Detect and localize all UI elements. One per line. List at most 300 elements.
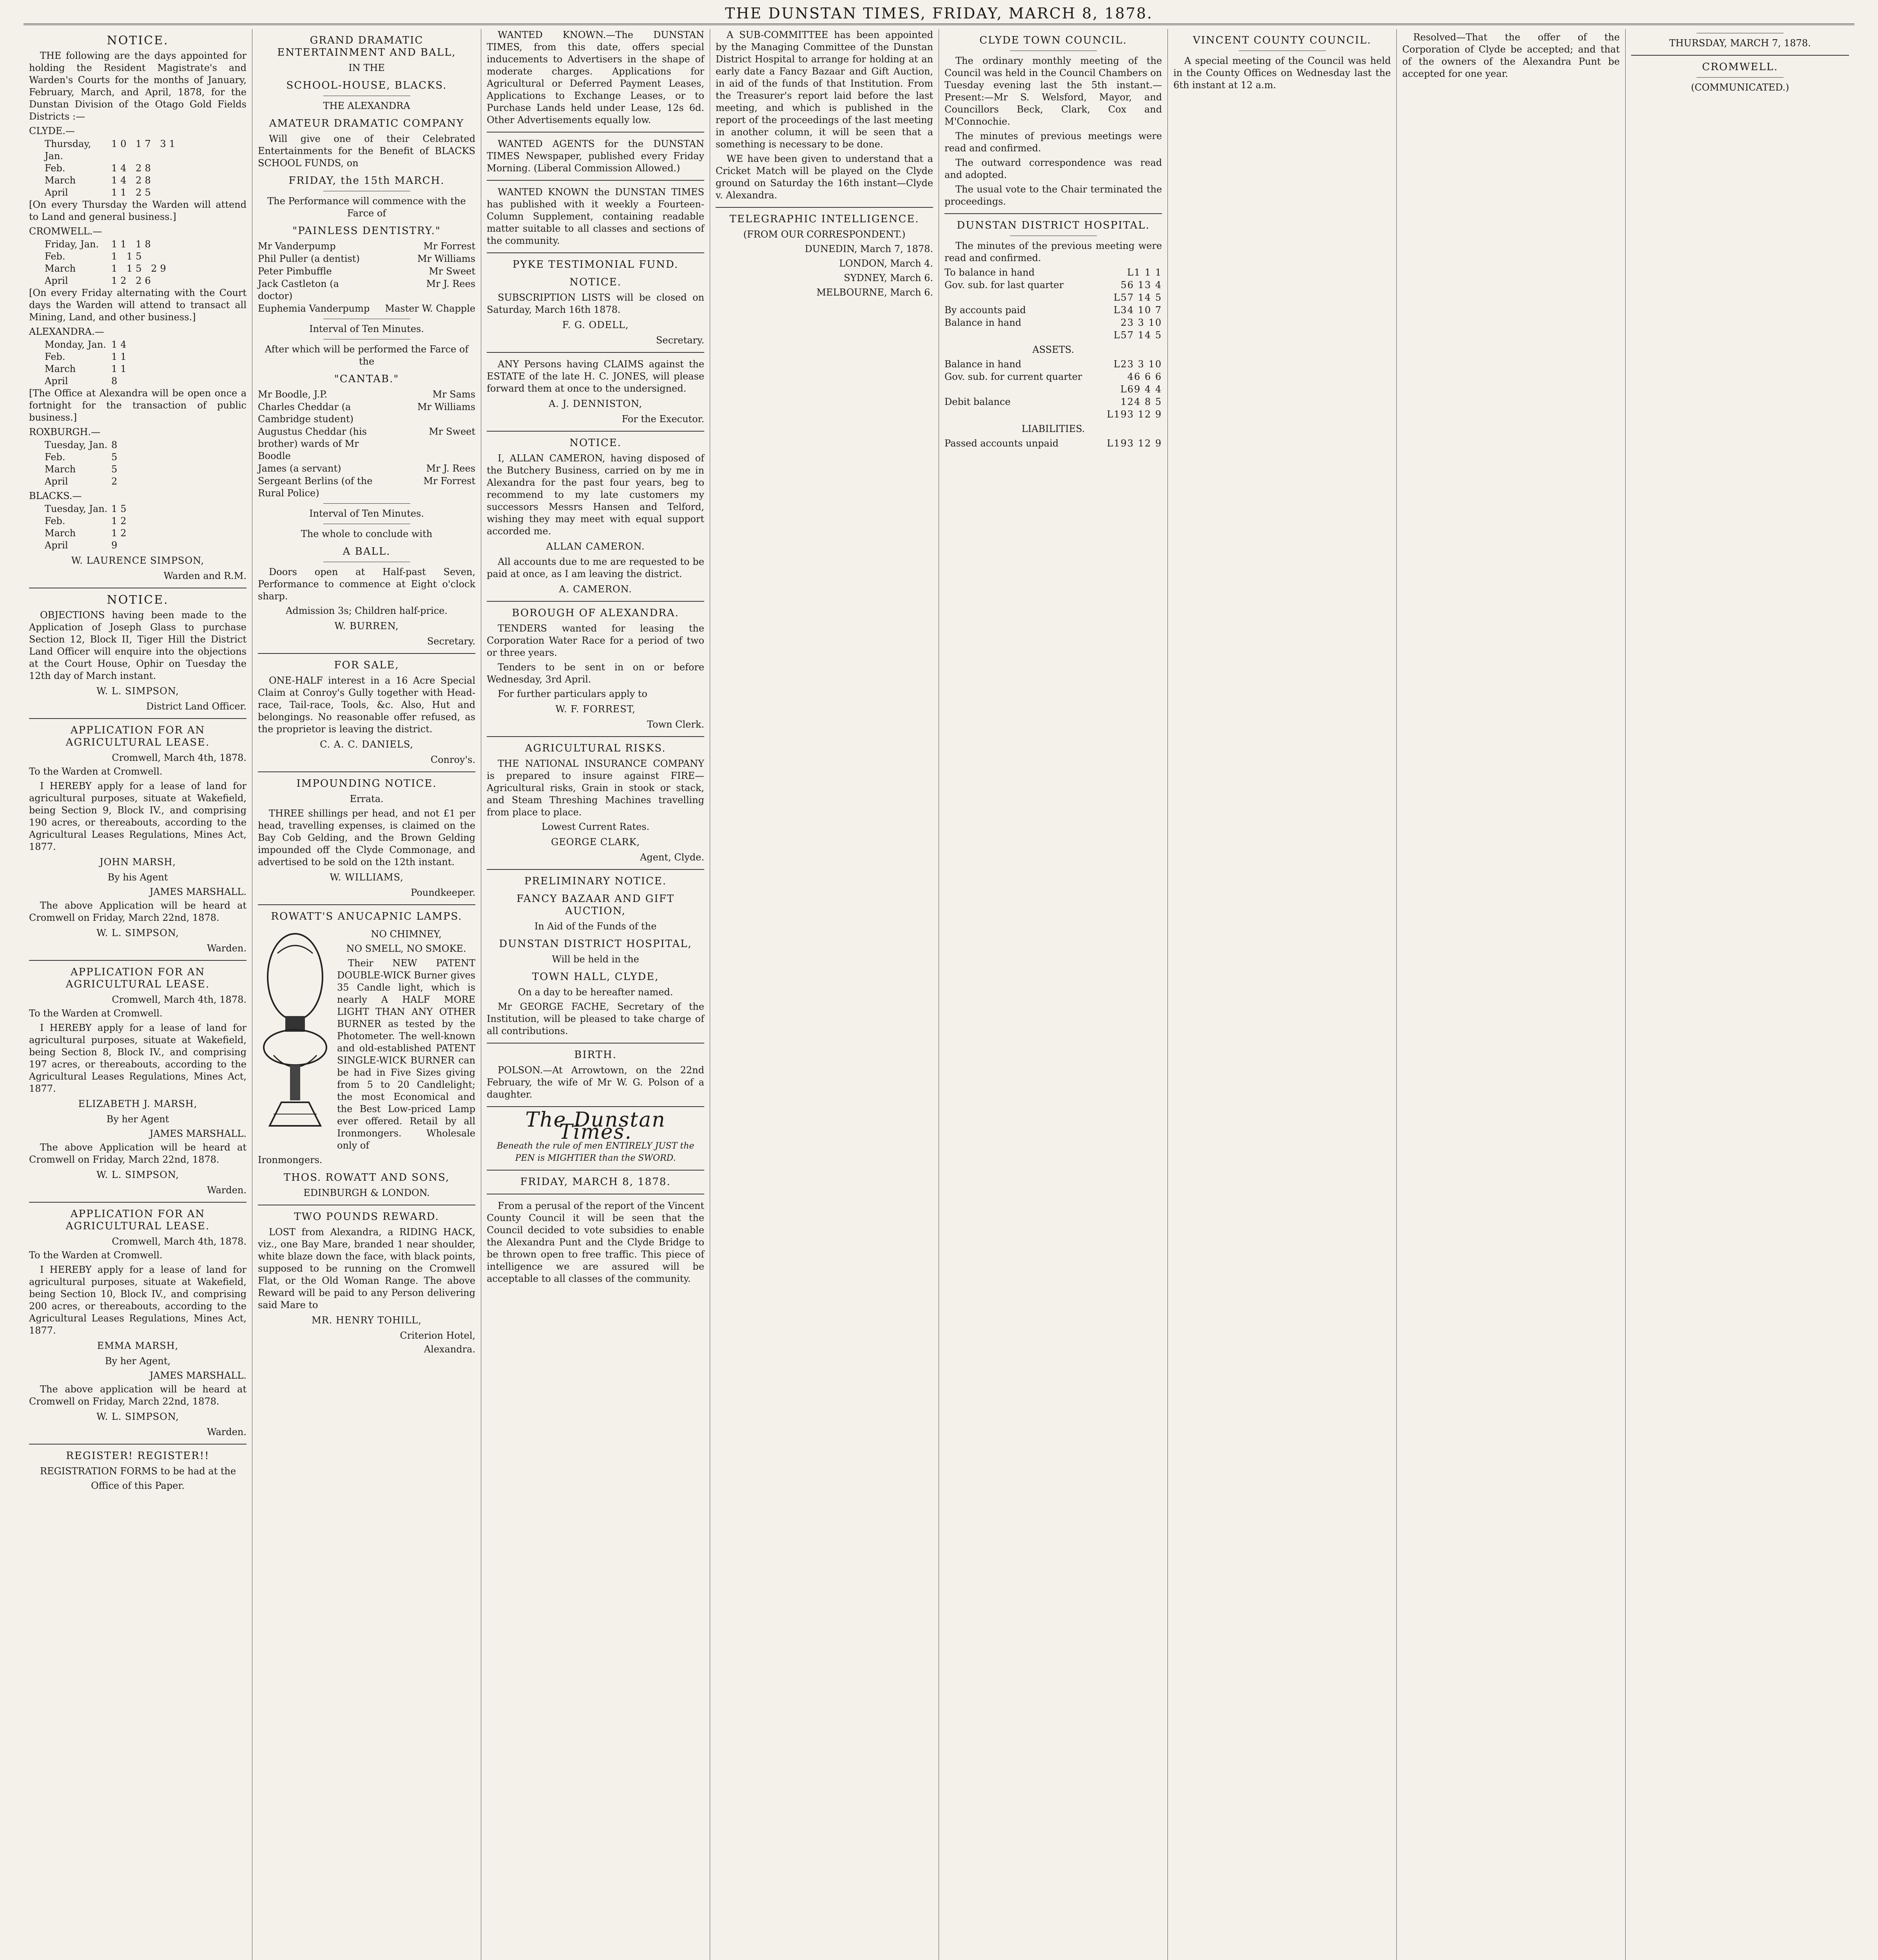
pyke-notice: NOTICE.: [569, 276, 622, 288]
rowatt-maker: THOS. ROWATT AND SONS,: [283, 1172, 450, 1183]
lease-agent-line: By her Agent,: [105, 1356, 171, 1367]
cameron-notice-body: I, ALLAN CAMERON, having disposed of the Butchery Business, carried on by me in Alexandra for the past four years, beg to recommend to my late customers my successors Messrs Hansen and Telford, wishing they may meet with equal support accorded me.: [487, 453, 704, 537]
court-month: April: [45, 476, 68, 487]
court-town-name: CLYDE.—: [29, 125, 75, 136]
cast-row-value: Mr Williams: [417, 401, 475, 412]
signature: C. A. C. DANIELS,: [320, 739, 413, 750]
hospital-paragraph: The minutes of the previous meeting were read and confirmed.: [944, 240, 1162, 263]
register-office: Office of this Paper.: [91, 1480, 185, 1491]
ledger-row-value: L57 14 5: [1113, 292, 1162, 303]
court-date-row: [45, 263, 247, 275]
divider: [487, 736, 704, 737]
signature: W. WILLIAMS,: [330, 872, 404, 883]
lease-agent-line: By her Agent: [106, 1114, 169, 1125]
signature: A. J. DENNISTON,: [548, 398, 643, 409]
pyke-fund-title: PYKE TESTIMONIAL FUND.: [512, 259, 679, 270]
cast-row-label: Peter Pimbuffle: [258, 266, 332, 277]
cameron-notice-title: NOTICE.: [569, 437, 622, 449]
column-6: [1168, 29, 1397, 1960]
divider: [29, 960, 247, 961]
cast-list-1: [258, 240, 475, 315]
cast-row: [258, 401, 475, 425]
court-note: [On every Friday alternating with the Court days the Warden will attend to transact all Mining, Land, and other business.]: [29, 287, 247, 323]
signature-title: Warden.: [207, 1426, 247, 1437]
ledger-row: [944, 267, 1162, 279]
divider: [1697, 77, 1784, 78]
signature: W. L. SIMPSON,: [96, 1411, 179, 1422]
lease-title: APPLICATION FOR AN AGRICULTURAL LEASE.: [65, 966, 210, 990]
cast-row-label: James (a servant): [258, 463, 341, 474]
court-date-row: [45, 250, 247, 263]
court-date-row: [45, 351, 247, 363]
cast-row: [258, 388, 475, 401]
wanted-agents: WANTED AGENTS for the DUNSTAN TIMES Newspaper, published every Friday Morning. (Liberal Commission Allowed.): [487, 138, 704, 174]
divider: [487, 1043, 704, 1044]
court-date-row: [45, 539, 247, 552]
bazaar-day: On a day to be hereafter named.: [518, 987, 673, 998]
court-month: April: [45, 187, 68, 198]
farce-title-2: "CANTAB.": [334, 373, 399, 385]
rowatt-place: EDINBURGH & LONDON.: [303, 1187, 430, 1198]
bazaar-hall: TOWN HALL, CLYDE,: [532, 971, 659, 983]
court-days: 5: [111, 452, 121, 463]
ledger-row-value: L23 3 10: [1113, 359, 1162, 370]
council-paragraph: The outward correspondence was read and adopted.: [944, 157, 1162, 180]
council-paragraph: The usual vote to the Chair terminated the proceedings.: [944, 184, 1162, 207]
for-sale-title: FOR SALE,: [334, 659, 399, 671]
ledger-row: [944, 396, 1162, 408]
ledger-row: [944, 304, 1162, 316]
court-date-row: [45, 451, 247, 463]
cast-row-label: Phil Puller (a dentist): [258, 253, 360, 264]
court-days: 14: [111, 339, 130, 350]
ledger-row: [944, 317, 1162, 329]
ledger-row-label: [944, 383, 1091, 396]
cromwell-subtitle: (COMMUNICATED.): [1691, 82, 1789, 93]
court-date-row: [45, 475, 247, 488]
lease-application-3: [29, 1208, 247, 1438]
bazaar-body-2: Mr GEORGE FACHE, Secretary of the Institution, will be pleased to take charge of all contributions.: [487, 1001, 704, 1036]
court-days: 10 17 31: [111, 138, 178, 149]
entertainment-company: AMATEUR DRAMATIC COMPANY: [269, 118, 464, 129]
notice-objections-title: NOTICE.: [107, 593, 169, 607]
cast-row-value: Mr Sweet: [429, 426, 475, 437]
court-month: Friday, Jan.: [45, 239, 99, 250]
notice-objections-body: OBJECTIONS having been made to the Application of Joseph Glass to purchase Section 12, Block II, Tiger Hill the District Land Officer will enquire into the objections at the Court House, Ophir on Tuesday the 12th day of March instant.: [29, 610, 247, 681]
entertainment-date: FRIDAY, the 15th MARCH.: [288, 175, 445, 187]
divider: [487, 601, 704, 602]
telegraphic-source: (FROM OUR CORRESPONDENT.): [743, 229, 906, 240]
court-days-list: [29, 125, 247, 552]
birth-title: BIRTH.: [574, 1049, 617, 1061]
cromwell-title: CROMWELL.: [1702, 61, 1778, 73]
court-date-row: [45, 363, 247, 375]
borough-title: BOROUGH OF ALEXANDRA.: [512, 607, 679, 619]
divider: [716, 207, 933, 208]
ledger-row-label: To balance in hand: [944, 267, 1035, 278]
court-days: 9: [111, 540, 121, 551]
estate-notice-body: ANY Persons having CLAIMS against the ESTATE of the late H. C. JONES, will please forward them at once to the undersigned.: [487, 359, 704, 394]
entertainment-conclude: The whole to conclude with: [301, 528, 433, 539]
signature: W. L. SIMPSON,: [96, 1169, 179, 1180]
court-date-row: [45, 138, 247, 162]
treasurer-ledger-3: [944, 437, 1162, 450]
lease-body: I HEREBY apply for a lease of land for agricultural purposes, situate at Wakefield, being Section 9, Block IV., and comprising 190 acres, or thereabouts, according to the Agricultural Leases Regulations, Mines Act, 1877.: [29, 780, 247, 852]
signature-title: Warden.: [207, 943, 247, 954]
divider: [258, 653, 475, 654]
ledger-row-value: 46 6 6: [1127, 371, 1162, 382]
column-1: [24, 29, 252, 1960]
court-month: March: [45, 175, 76, 186]
court-month: Tuesday, Jan.: [45, 503, 108, 514]
paper-motto: Beneath the rule of men ENTIRELY JUST the PEN is MIGHTIER than the SWORD.: [497, 1141, 694, 1163]
cast-row: [258, 278, 475, 302]
treasurer-ledger-2: [944, 358, 1162, 421]
lease-to: To the Warden at Cromwell.: [29, 1008, 163, 1019]
court-month: Monday, Jan.: [45, 339, 106, 350]
pyke-body: SUBSCRIPTION LISTS will be closed on Saturday, March 16th 1878.: [487, 292, 704, 315]
ledger-row: [944, 383, 1162, 396]
lease-dateline: Cromwell, March 4th, 1878.: [112, 1236, 247, 1247]
lease-applicant: JOHN MARSH,: [100, 857, 176, 867]
court-days: 11: [111, 363, 130, 374]
court-date-row: [45, 515, 247, 527]
ledger-row-label: By accounts paid: [944, 305, 1026, 316]
court-days: 1 15 29: [111, 263, 169, 274]
court-town-name: BLACKS.—: [29, 490, 82, 501]
paper-logo: The Dunstan Times.: [525, 1108, 666, 1144]
signature: W. L. SIMPSON,: [96, 927, 179, 938]
rowatt-ad: [258, 926, 475, 1154]
impounding-errata: Errata.: [350, 793, 384, 804]
telegraphic-dateline: MELBOURNE, March 6.: [816, 287, 933, 298]
cast-row-value: Mr Sams: [432, 389, 475, 400]
ledger-row-value: L57 14 5: [1113, 330, 1162, 341]
lease-title: APPLICATION FOR AN AGRICULTURAL LEASE.: [65, 1208, 210, 1232]
divider: [29, 1444, 247, 1445]
court-date-row: [45, 463, 247, 475]
cast-row-value: Mr Williams: [417, 253, 475, 264]
cast-row-label: Mr Vanderpump: [258, 241, 336, 252]
agri-risks-body: THE NATIONAL INSURANCE COMPANY is prepared to insure against FIRE—Agricultural risks, Grain in stook or stack, and Steam Threshing Machines travelling from place to place.: [487, 758, 704, 818]
ledger-row-value: L193 12 9: [1107, 438, 1162, 449]
ledger-row-value: L69 4 4: [1120, 384, 1162, 395]
interval-1: Interval of Ten Minutes.: [309, 323, 424, 334]
ledger-row-label: [944, 329, 1091, 341]
court-date-row: [45, 275, 247, 287]
cast-row-label: Mr Boodle, J.P.: [258, 389, 328, 400]
cast-row-label: Jack Castleton (a doctor): [258, 278, 339, 301]
court-days: 11 18: [111, 239, 154, 250]
divider: [487, 431, 704, 432]
cast-row-label: Augustus Cheddar (his brother) wards of Mr Boodle: [258, 426, 367, 461]
signature-title: District Land Officer.: [146, 701, 247, 712]
entertainment-company-prefix: THE ALEXANDRA: [323, 100, 410, 111]
court-days: 12: [111, 515, 130, 526]
lease-applicant: EMMA MARSH,: [97, 1340, 179, 1351]
borough-body: TENDERS wanted for leasing the Corporation Water Race for a period of two or three years.: [487, 623, 704, 658]
court-month: April: [45, 376, 68, 387]
ledger-assets-heading: ASSETS.: [1032, 344, 1074, 355]
signature: W. LAURENCE SIMPSON,: [71, 555, 205, 566]
signature-title: For the Executor.: [622, 414, 704, 425]
signature: ALLAN CAMERON.: [546, 541, 645, 552]
court-days: 11: [111, 351, 130, 362]
lease-to: To the Warden at Cromwell.: [29, 1250, 163, 1261]
court-month: Thursday, Jan.: [45, 138, 91, 162]
cast-row: [258, 475, 475, 499]
bazaar-held: Will be held in the: [552, 954, 639, 965]
court-days: 8: [111, 439, 121, 450]
column-8: [1626, 29, 1854, 1960]
council-paragraph: The minutes of previous meetings were read and confirmed.: [944, 131, 1162, 154]
rowatt-title: ROWATT'S ANUCAPNIC LAMPS.: [271, 911, 462, 922]
reward-body: LOST from Alexandra, a RIDING HACK, viz., one Bay Mare, branded 1 near shoulder, white blaze down the face, with black points, supposed to be running on the Cromwell Flat, or the Old Woman Range. The above Reward will be paid to any Person delivering said Mare to: [258, 1227, 475, 1310]
signature-title: Agent, Clyde.: [640, 852, 704, 863]
bazaar-aid: In Aid of the Funds of the: [534, 921, 657, 932]
bazaar-hospital: DUNSTAN DISTRICT HOSPITAL,: [499, 938, 692, 950]
column-2: [252, 29, 481, 1960]
signature: W. BURREN,: [334, 621, 399, 632]
ledger-liabilities-heading: LIABILITIES.: [1021, 423, 1085, 434]
telegraphic-dateline: SYDNEY, March 6.: [844, 272, 933, 283]
court-days: 5: [111, 464, 121, 475]
entertainment-after: After which will be performed the Farce of the: [265, 344, 469, 367]
lease-agent: JAMES MARSHALL.: [149, 1370, 247, 1381]
ledger-row-label: Debit balance: [944, 396, 1011, 407]
signature: W. F. FORREST,: [555, 704, 636, 715]
cast-row-label: Euphemia Vanderpump: [258, 303, 370, 314]
lease-dateline: Cromwell, March 4th, 1878.: [112, 752, 247, 763]
ledger-row: [944, 329, 1162, 341]
court-date-row: [45, 162, 247, 174]
rowatt-tag-1: NO CHIMNEY,: [371, 929, 442, 940]
bazaar-headline: FANCY BAZAAR AND GIFT AUCTION,: [516, 893, 675, 917]
ledger-row-label: [944, 292, 1091, 304]
divider: [487, 1170, 704, 1171]
signature-title: Warden.: [207, 1185, 247, 1196]
rowatt-ironmongers: Ironmongers.: [258, 1154, 323, 1165]
divider: [944, 213, 1162, 214]
oil-lamp-icon: [258, 930, 332, 1134]
entertainment-venue: SCHOOL-HOUSE, BLACKS.: [286, 80, 447, 91]
register-title: REGISTER! REGISTER!!: [66, 1450, 210, 1462]
court-town-name: CROMWELL.—: [29, 226, 102, 237]
court-date-row: [45, 174, 247, 187]
ledger-row-value: 23 3 10: [1120, 317, 1162, 328]
entertainment-commence: The Performance will commence with the Farce of: [267, 196, 466, 219]
cast-row-value: Mr Forrest: [423, 241, 475, 252]
court-date-row: [45, 375, 247, 387]
divider: [258, 771, 475, 772]
cast-row: [258, 240, 475, 252]
entertainment-admission: Admission 3s; Children half-price.: [286, 605, 448, 616]
column-5: [939, 29, 1168, 1960]
court-month: Feb.: [45, 251, 65, 262]
agri-risks-rates: Lowest Current Rates.: [541, 821, 650, 832]
court-month: March: [45, 263, 76, 274]
cast-row: [258, 265, 475, 278]
court-days: 11 25: [111, 187, 154, 198]
column-7: [1397, 29, 1626, 1960]
telegraphic-title: TELEGRAPHIC INTELLIGENCE.: [729, 213, 919, 225]
lease-title: APPLICATION FOR AN AGRICULTURAL LEASE.: [65, 724, 210, 748]
court-month: April: [45, 275, 68, 286]
court-month: Feb.: [45, 163, 65, 174]
signature-place: Alexandra.: [424, 1344, 475, 1355]
ledger-row: [944, 437, 1162, 450]
lease-application-1: [29, 724, 247, 955]
divider: [487, 180, 704, 181]
agri-risks-title: AGRICULTURAL RISKS.: [525, 742, 666, 754]
borough-body-3: For further particulars apply to: [498, 688, 647, 699]
entertainment-doors: Doors open at Half-past Seven, Performance to commence at Eight o'clock sharp.: [258, 566, 475, 602]
column-3: [481, 29, 710, 1960]
lease-dateline: Cromwell, March 4th, 1878.: [112, 994, 247, 1005]
lease-agent-line: By his Agent: [107, 872, 168, 883]
ledger-row: [944, 408, 1162, 421]
impounding-body: THREE shillings per head, and not £1 per head, travelling expenses, is claimed on the Bay Cob Gelding, and the Brown Gelding impounded off the Clyde Commonage, and advertised to be sold on the 12th instant.: [258, 808, 475, 867]
signature: GEORGE CLARK,: [551, 837, 640, 848]
ledger-row-value: 124 8 5: [1120, 396, 1162, 407]
court-days: 14 28: [111, 163, 154, 174]
cast-row-value: Mr J. Rees: [426, 278, 475, 289]
court-note: [The Office at Alexandra will be open once a fortnight for the transaction of public business.]: [29, 388, 247, 423]
council-paragraph: Resolved—That the offer of the Corporation of Clyde be accepted; and that of the owners of the Alexandra Punt be accepted for one year.: [1402, 32, 1620, 79]
entertainment-in-the: IN THE: [348, 62, 385, 73]
treasurer-ledger-1: [944, 267, 1162, 341]
rowatt-body: Their NEW PATENT DOUBLE-WICK Burner gives 35 Candle light, which is nearly A HALF MORE LIGHT THAN ANY OTHER BURNER as tested by the Photometer. The well-known and old-established PATENT SINGLE-WICK BURNER can be had in Five Sizes giving from 5 to 20 Candlelight; the most Economical and the Best Low-priced Lamp ever offered. Retail by all Ironmongers. Wholesale only of: [337, 958, 475, 1151]
ledger-row-label: Gov. sub. for current quarter: [944, 371, 1082, 382]
reward-title: TWO POUNDS REWARD.: [294, 1211, 439, 1223]
court-month: Tuesday, Jan.: [45, 439, 108, 450]
masthead: THE DUNSTAN TIMES, FRIDAY, MARCH 8, 1878.: [24, 3, 1854, 25]
court-month: Feb.: [45, 351, 65, 362]
cast-list-2: [258, 388, 475, 499]
divider: [323, 503, 410, 504]
court-month: Feb.: [45, 515, 65, 526]
court-month: March: [45, 363, 76, 374]
signature: W. L. SIMPSON,: [96, 686, 179, 697]
cast-row: [258, 463, 475, 475]
cast-row-value: Master W. Chapple: [385, 303, 475, 314]
council-paragraph: The ordinary monthly meeting of the Council was held in the Council Chambers on Tuesday evening last the 5th instant.—Present:—Mr S. Welsford, Mayor, and Councillors Beck, Clark, Cox and M'Connochie.: [944, 55, 1162, 127]
notice-court-days-intro: THE following are the days appointed for holding the Resident Magistrate's and Warden's Courts for the months of January, February, March, and April, 1878, for the Dunstan Division of the Otago Gold Fields Districts :—: [29, 50, 247, 122]
cast-row: [258, 426, 475, 462]
wanted-known-1: WANTED KNOWN.—The DUNSTAN TIMES, from this date, offers special inducements to Advertisers in the shape of moderate charges. Applications for Agricultural or Deferred Payment Leases, Applications to Exchange Leases, or to Purchase Lands held under Lease, 12s 6d. Other Advertisements equally low.: [487, 29, 704, 125]
vincent-council-title: VINCENT COUNTY COUNCIL.: [1193, 34, 1372, 46]
lease-hearing: The above Application will be heard at Cromwell on Friday, March 22nd, 1878.: [29, 1142, 247, 1165]
ledger-row-value: L34 10 7: [1113, 305, 1162, 316]
wanted-known-2: WANTED KNOWN the DUNSTAN TIMES has published with it weekly a Fourteen-Column Supplement, containing readable matter suitable to all classes and sections of the community.: [487, 187, 704, 246]
entertainment-will-give: Will give one of their Celebrated Entertainments for the Benefit of BLACKS SCHOOL FUNDS, on: [258, 133, 475, 169]
signature-title: Secretary.: [656, 335, 704, 346]
birth-body: POLSON.—At Arrowtown, on the 22nd February, the wife of Mr W. G. Polson of a daughter.: [487, 1065, 704, 1100]
for-sale-body: ONE-HALF interest in a 16 Acre Special Claim at Conroy's Gully together with Head-race, Tail-race, Tools, &c. Also, Hut and belongings. No reasonable offer refused, as the proprietor is leaving the district.: [258, 675, 475, 735]
ledger-row: [944, 358, 1162, 370]
court-date-row: [45, 238, 247, 250]
lease-body: I HEREBY apply for a lease of land for agricultural purposes, situate at Wakefield, being Section 10, Block IV., and comprising 200 acres, or thereabouts, according to the Agricultural Leases Regulations, Mines Act, 1877.: [29, 1264, 247, 1336]
lease-application-2: [29, 966, 247, 1196]
court-month: March: [45, 464, 76, 475]
ledger-row-value: L193 12 9: [1107, 409, 1162, 420]
signature-title: Poundkeeper.: [411, 887, 475, 898]
court-town-name: ROXBURGH.—: [29, 426, 101, 437]
court-date-row: [45, 339, 247, 351]
cast-row: [258, 253, 475, 265]
court-days: 12: [111, 528, 130, 539]
cast-row-label: Charles Cheddar (a Cambridge student): [258, 401, 353, 425]
lease-applicant: ELIZABETH J. MARSH,: [78, 1098, 198, 1109]
court-date-row: [45, 503, 247, 515]
ledger-row-label: Gov. sub. for last quarter: [944, 279, 1064, 290]
ledger-row-label: Balance in hand: [944, 317, 1022, 328]
ledger-row-label: Passed accounts unpaid: [944, 438, 1059, 449]
ledger-row: [944, 279, 1162, 291]
bazaar-title: PRELIMINARY NOTICE.: [524, 875, 667, 887]
notice-court-days-title: NOTICE.: [107, 34, 169, 47]
borough-body-2: Tenders to be sent in on or before Wednesday, 3rd April.: [487, 662, 704, 685]
court-days: 15: [111, 503, 130, 514]
telegraphic-dateline: DUNEDIN, March 7, 1878.: [805, 243, 933, 254]
court-town-name: ALEXANDRA.—: [29, 326, 104, 337]
signature-title: Secretary.: [427, 636, 475, 647]
clyde-council-title: CLYDE TOWN COUNCIL.: [979, 34, 1127, 46]
ledger-row-label: Balance in hand: [944, 359, 1022, 370]
cameron-notice-body-2: All accounts due to me are requested to be paid at once, as I am leaving the district.: [487, 556, 704, 579]
court-date-row: [45, 187, 247, 199]
lease-agent: JAMES MARSHALL.: [149, 886, 247, 897]
cast-row: [258, 303, 475, 315]
court-days: 1 15: [111, 251, 145, 262]
signature-title: Conroy's.: [430, 754, 475, 765]
ledger-row-value: L1 1 1: [1127, 267, 1162, 278]
cast-row-label: Sergeant Berlins (of the Rural Police): [258, 475, 373, 499]
court-month: April: [45, 540, 68, 551]
signature: MR. HENRY TOHILL,: [312, 1315, 422, 1326]
court-date-row: [45, 439, 247, 451]
lease-to: To the Warden at Cromwell.: [29, 766, 163, 777]
divider: [487, 352, 704, 353]
entertainment-title: GRAND DRAMATIC ENTERTAINMENT AND BALL,: [277, 34, 456, 58]
news-paragraph: A SUB-COMMITTEE has been appointed by the Managing Committee of the Dunstan District Hospital to arrange for holding at an early date a Fancy Bazaar and Gift Auction, in aid of the funds of that Institution. From the Treasurer's report laid before the last meeting, and which is published in the report of the proceedings of the last meeting in another column, it will be seen that a something is necessary to be done.: [716, 29, 933, 150]
signature: A. CAMERON.: [559, 584, 632, 595]
entertainment-ball: A BALL.: [343, 546, 391, 557]
interval-2: Interval of Ten Minutes.: [309, 508, 424, 519]
divider: [1631, 55, 1849, 56]
council-paragraph: A special meeting of the Council was held in the County Offices on Wednesday last the 6th instant at 12 a.m.: [1173, 55, 1391, 91]
divider: [29, 1202, 247, 1203]
lease-body: I HEREBY apply for a lease of land for agricultural purposes, situate at Wakefield, being Section 8, Block IV., and comprising 197 acres, or thereabouts, according to the Agricultural Leases Regulations, Mines Act, 1877.: [29, 1022, 247, 1094]
lease-hearing: The above application will be heard at Cromwell on Friday, March 22nd, 1878.: [29, 1384, 247, 1407]
signature: F. G. ODELL,: [562, 319, 629, 330]
court-month: Feb.: [45, 452, 65, 463]
divider: [487, 1106, 704, 1107]
court-days: 8: [111, 376, 121, 387]
court-note: [On every Thursday the Warden will attend to Land and general business.]: [29, 199, 247, 222]
court-days: 14 28: [111, 175, 154, 186]
cast-row-value: Mr Sweet: [429, 266, 475, 277]
telegraphic-dateline: LONDON, March 4.: [839, 258, 933, 269]
cast-row-value: Mr J. Rees: [426, 463, 475, 474]
divider: [487, 869, 704, 870]
divider: [487, 252, 704, 253]
impounding-title: IMPOUNDING NOTICE.: [296, 778, 437, 789]
ledger-row: [944, 292, 1162, 304]
court-date-row: [45, 527, 247, 539]
paper-date: FRIDAY, MARCH 8, 1878.: [520, 1176, 671, 1188]
editorial-lead: From a perusal of the report of the Vincent County Council it will be seen that the Council decided to vote subsidies to enable the Alexandra Punt and the Clyde Bridge to be thrown open to free traffic. This piece of intelligence we are assured will be acceptable to all classes of the community.: [487, 1200, 704, 1284]
